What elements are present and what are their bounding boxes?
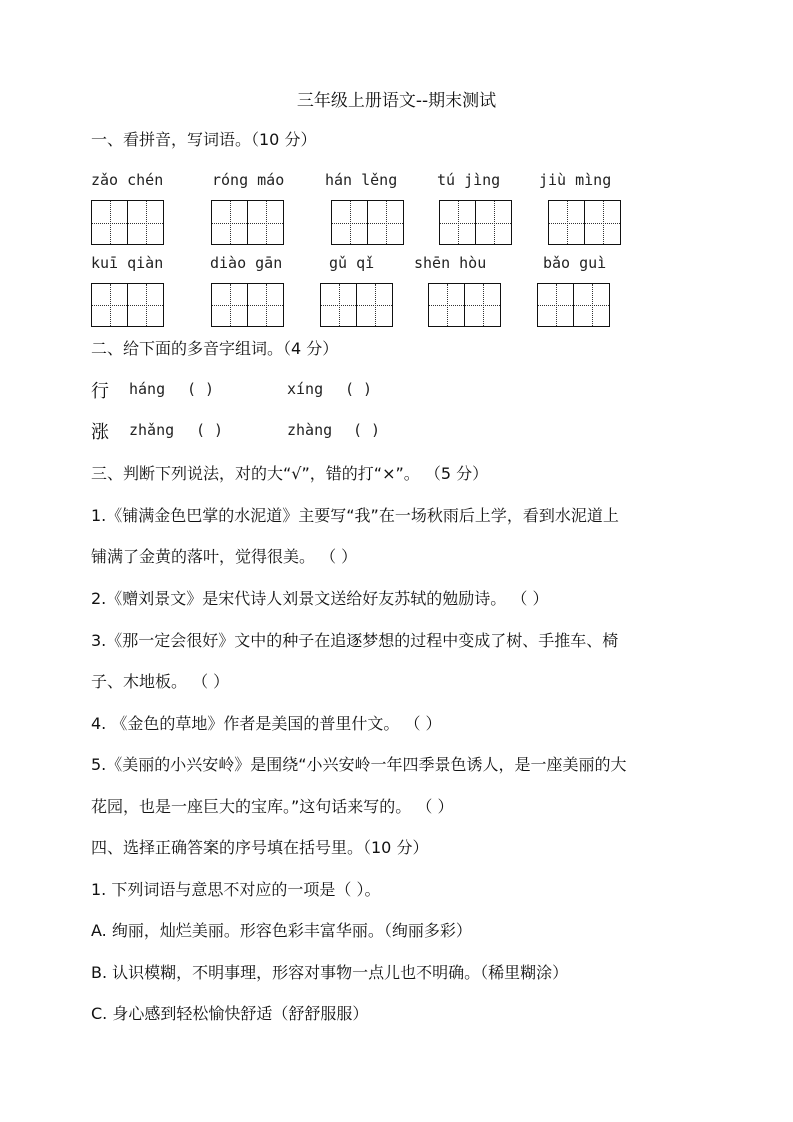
writing-box[interactable] <box>548 200 621 245</box>
answer-blank[interactable]: ( ) <box>353 421 381 439</box>
pinyin-label: háng <box>129 380 166 398</box>
writing-box[interactable] <box>331 200 404 245</box>
judgement-line: 3.《那一定会很好》文中的种子在追逐梦想的过程中变成了树、手推车、椅 <box>91 631 619 650</box>
section2-heading: 二、给下面的多音字组词。（4 分） <box>91 339 339 358</box>
judgement-line: 1.《铺满金色巴掌的水泥道》主要写“我”在一场秋雨后上学，看到水泥道上 <box>91 506 619 525</box>
writing-box[interactable] <box>428 283 501 327</box>
pinyin-label: bǎo guì <box>543 254 607 272</box>
question-stem: 1. 下列词语与意思不对应的一项是（ ）。 <box>91 880 381 899</box>
section1-heading: 一、看拼音，写词语。（10 分） <box>91 130 317 149</box>
answer-blank[interactable]: ( ) <box>196 421 224 439</box>
answer-blank[interactable]: ( ) <box>187 380 215 398</box>
pinyin-label: zǎo chén <box>91 171 164 189</box>
polyphone-char: 行 <box>91 381 109 402</box>
judgement-line: 5.《美丽的小兴安岭》是围绕“小兴安岭一年四季景色诱人，是一座美丽的大 <box>91 755 627 774</box>
writing-box[interactable] <box>91 200 164 245</box>
pinyin-label: xíng <box>287 380 324 398</box>
answer-blank[interactable]: ( ) <box>345 380 373 398</box>
pinyin-label: zhàng <box>287 421 333 439</box>
judgement-line: 铺满了金黄的落叶，觉得很美。 （ ） <box>91 547 358 566</box>
writing-box[interactable] <box>211 283 284 327</box>
option-b: B. 认识模糊，不明事理，形容对事物一点儿也不明确。（稀里糊涂） <box>91 963 569 982</box>
judgement-line: 子、木地板。 （ ） <box>91 672 230 691</box>
pinyin-label: hán lěng <box>325 171 398 189</box>
pinyin-label: diào gān <box>210 254 283 272</box>
writing-box[interactable] <box>320 283 393 327</box>
pinyin-label: róng máo <box>212 171 285 189</box>
page-title: 三年级上册语文--期末测试 <box>296 91 497 111</box>
judgement-line: 4. 《金色的草地》作者是美国的普里什文。 （ ） <box>91 714 442 733</box>
writing-box[interactable] <box>439 200 512 245</box>
writing-box[interactable] <box>211 200 284 245</box>
writing-box[interactable] <box>91 283 164 327</box>
option-a: A. 绚丽，灿烂美丽。形容色彩丰富华丽。（绚丽多彩） <box>91 921 472 940</box>
section3-heading: 三、判断下列说法，对的大“√”，错的打“×”。 （5 分） <box>91 464 489 483</box>
writing-box[interactable] <box>537 283 610 327</box>
section4-heading: 四、选择正确答案的序号填在括号里。（10 分） <box>91 838 429 857</box>
pinyin-label: kuī qiàn <box>91 254 164 272</box>
pinyin-label: zhǎng <box>129 421 175 439</box>
pinyin-label: tú jìng <box>437 171 501 189</box>
option-c: C. 身心感到轻松愉快舒适（舒舒服服） <box>91 1004 369 1023</box>
judgement-line: 花园，也是一座巨大的宝库。”这句话来写的。 （ ） <box>91 797 454 816</box>
pinyin-label: jiù mìng <box>539 171 612 189</box>
pinyin-label: gǔ qǐ <box>329 254 375 272</box>
pinyin-label: shēn hòu <box>414 254 487 272</box>
polyphone-char: 涨 <box>91 422 109 443</box>
judgement-line: 2.《赠刘景文》是宋代诗人刘景文送给好友苏轼的勉励诗。 （ ） <box>91 589 549 608</box>
